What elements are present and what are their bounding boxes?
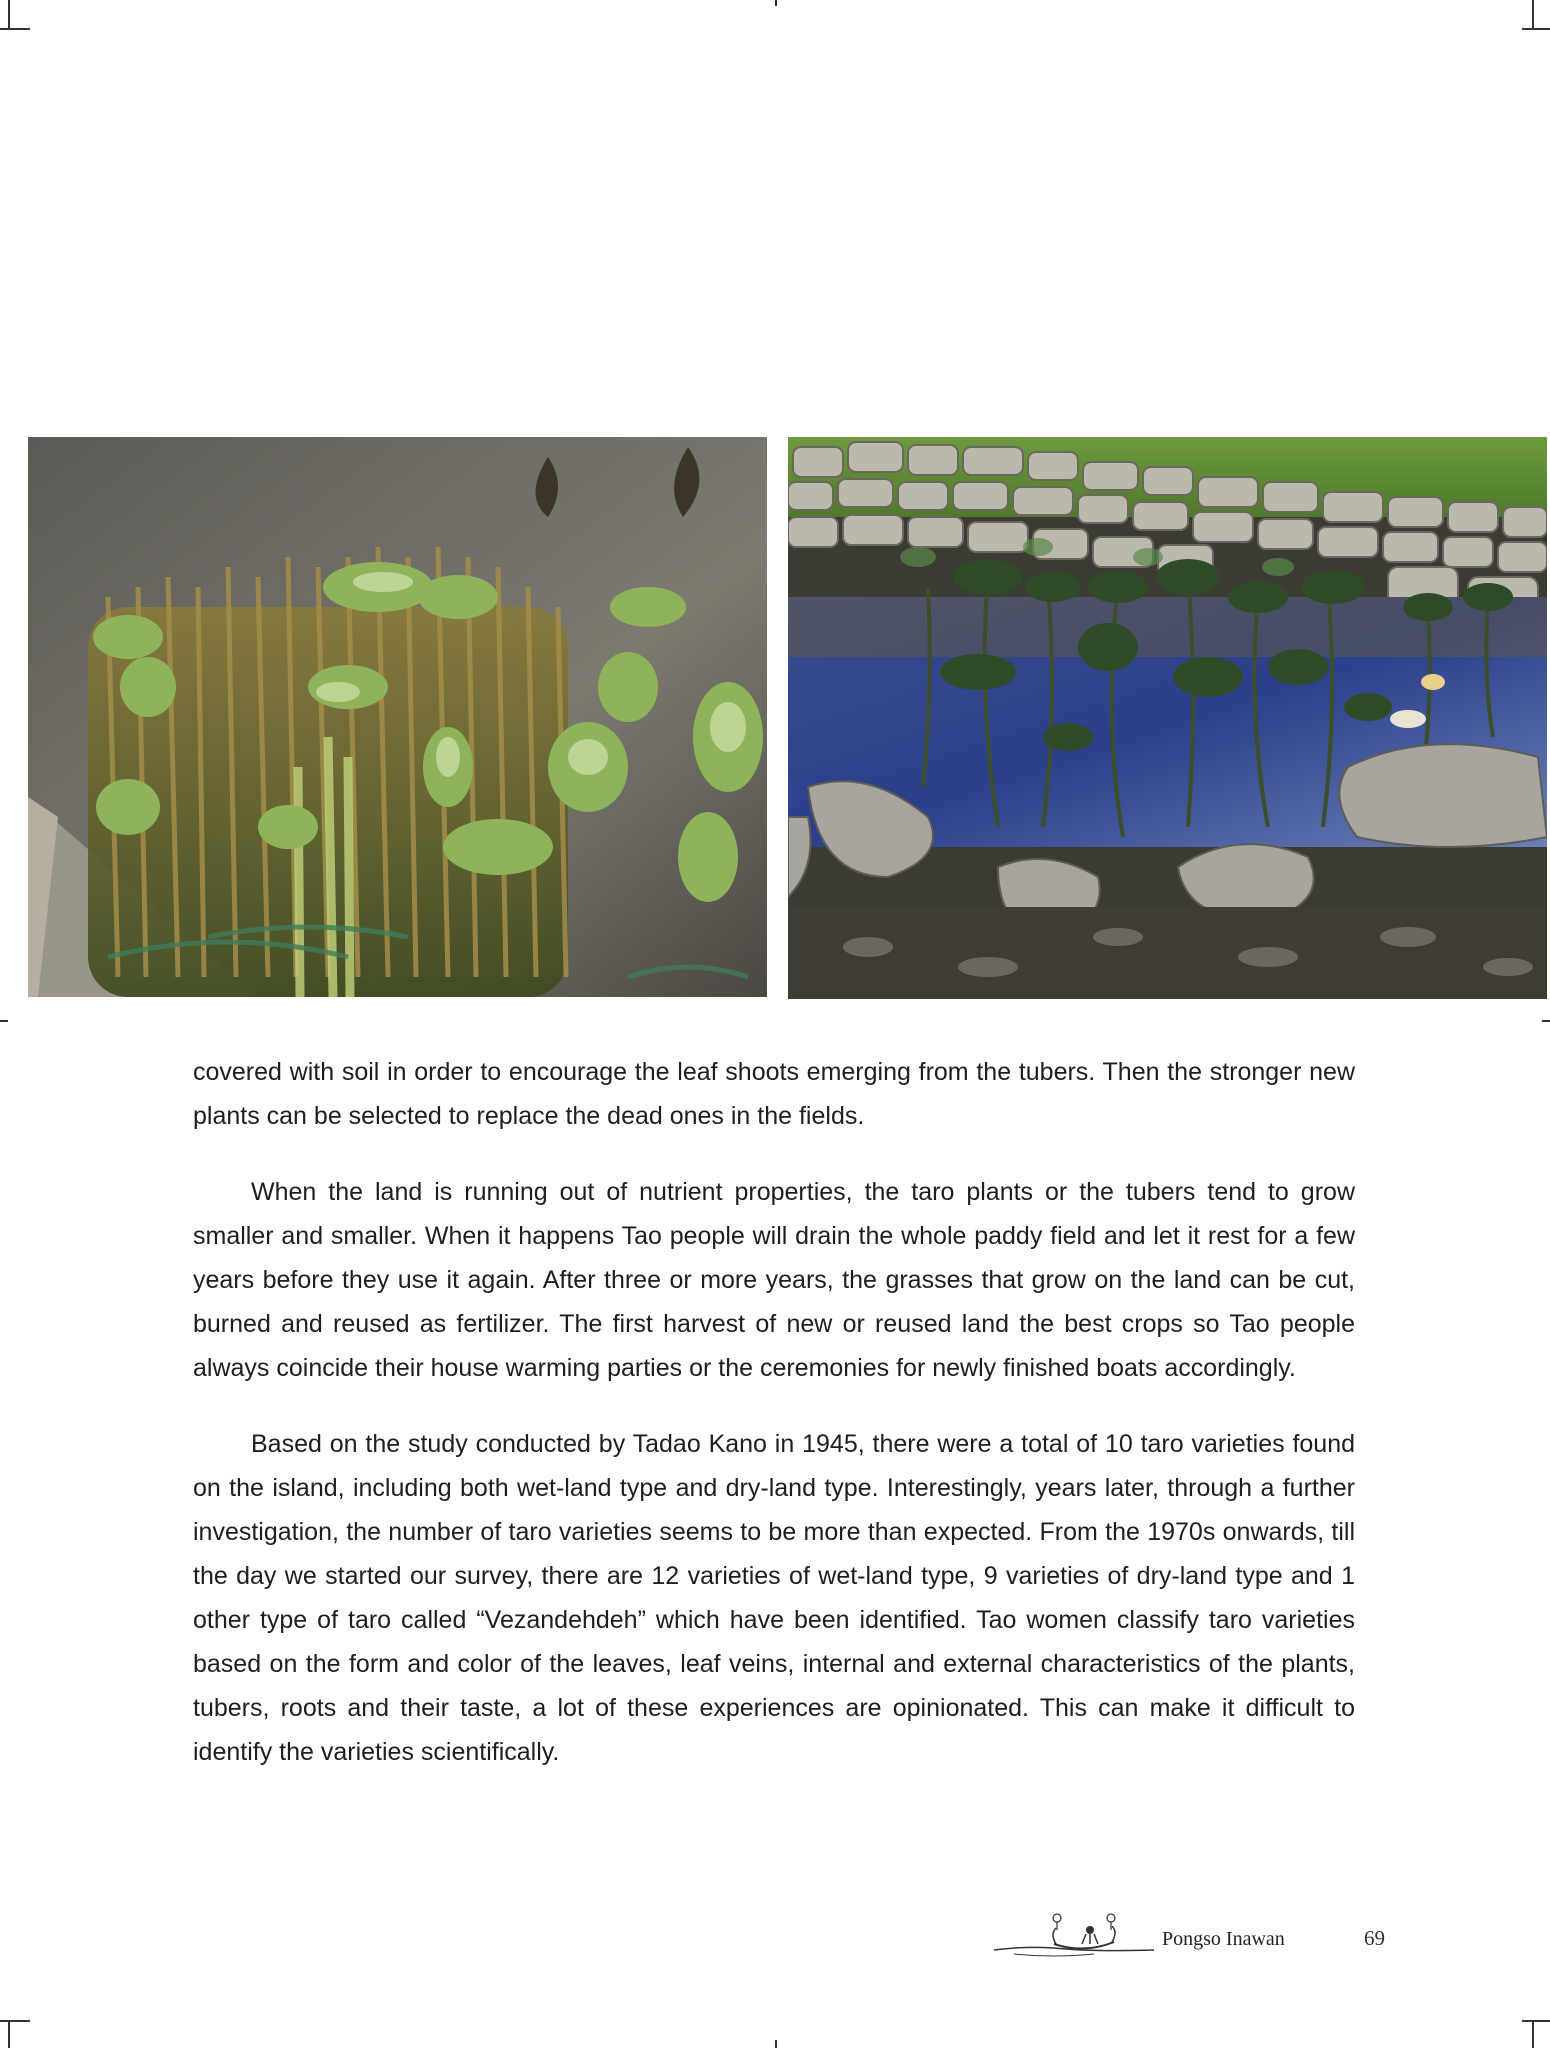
paragraph-1: covered with soil in order to encourage the leaf shoots emerging from the tubers. Then the stronger new plants can be selected to replace the dead ones in the fields. <box>193 1058 1355 1130</box>
taro-seedlings-bundle-photo <box>28 437 767 997</box>
paragraph-3: Based on the study conducted by Tadao Kano in 1945, there were a total of 10 taro varieties found on the island, including both wet-land type and dry-land type. Interestingly, years later, through a further investigation, the number of taro varieties seems to be more than expected. From the 1970s onwards, till the day we started our survey, there are 12 varieties of wet-land type, 9 varieties of dry-land type and 1 other type of taro called “Vezandehdeh” which have been identified. Tao women classify taro varieties based on the form and color of the leaves, leaf veins, internal and external characteristics of the plants, tubers, roots and their taste, a lot of these experiences are opinionated. This can make it difficult to identify the varieties scientifically. <box>193 1430 1355 1766</box>
boat-sketch-icon <box>994 1908 1154 1964</box>
crop-mark-bottom-right-h <box>1522 2020 1550 2022</box>
crop-mark-top-left-v <box>8 0 10 30</box>
book-title: Pongso Inawan <box>1162 1928 1285 1950</box>
page-number: 69 <box>1364 1926 1385 1950</box>
body-text <box>193 1050 1355 1806</box>
crop-mark-top-left-h <box>0 28 30 30</box>
crop-mark-right-middle <box>1542 1020 1550 1022</box>
crop-mark-top-center <box>775 0 777 6</box>
taro-paddy-field-photo <box>788 437 1547 999</box>
crop-mark-top-right-v <box>1532 0 1534 30</box>
crop-mark-left-middle <box>0 1020 8 1022</box>
crop-mark-bottom-right-v <box>1532 2020 1534 2048</box>
crop-mark-bottom-left-h <box>0 2020 30 2022</box>
crop-mark-top-right-h <box>1522 28 1550 30</box>
crop-mark-bottom-center <box>775 2040 777 2048</box>
crop-mark-bottom-left-v <box>8 2020 10 2048</box>
paragraph-2: When the land is running out of nutrient properties, the taro plants or the tubers tend to grow smaller and smaller. When it happens Tao people will drain the whole paddy field and let it rest for a few years before they use it again. After three or more years, the grasses that grow on the land can be cut, burned and reused as fertilizer. The first harvest of new or reused land the best crops so Tao people always coincide their house warming parties or the ceremonies for newly finished boats accordingly. <box>193 1178 1355 1382</box>
